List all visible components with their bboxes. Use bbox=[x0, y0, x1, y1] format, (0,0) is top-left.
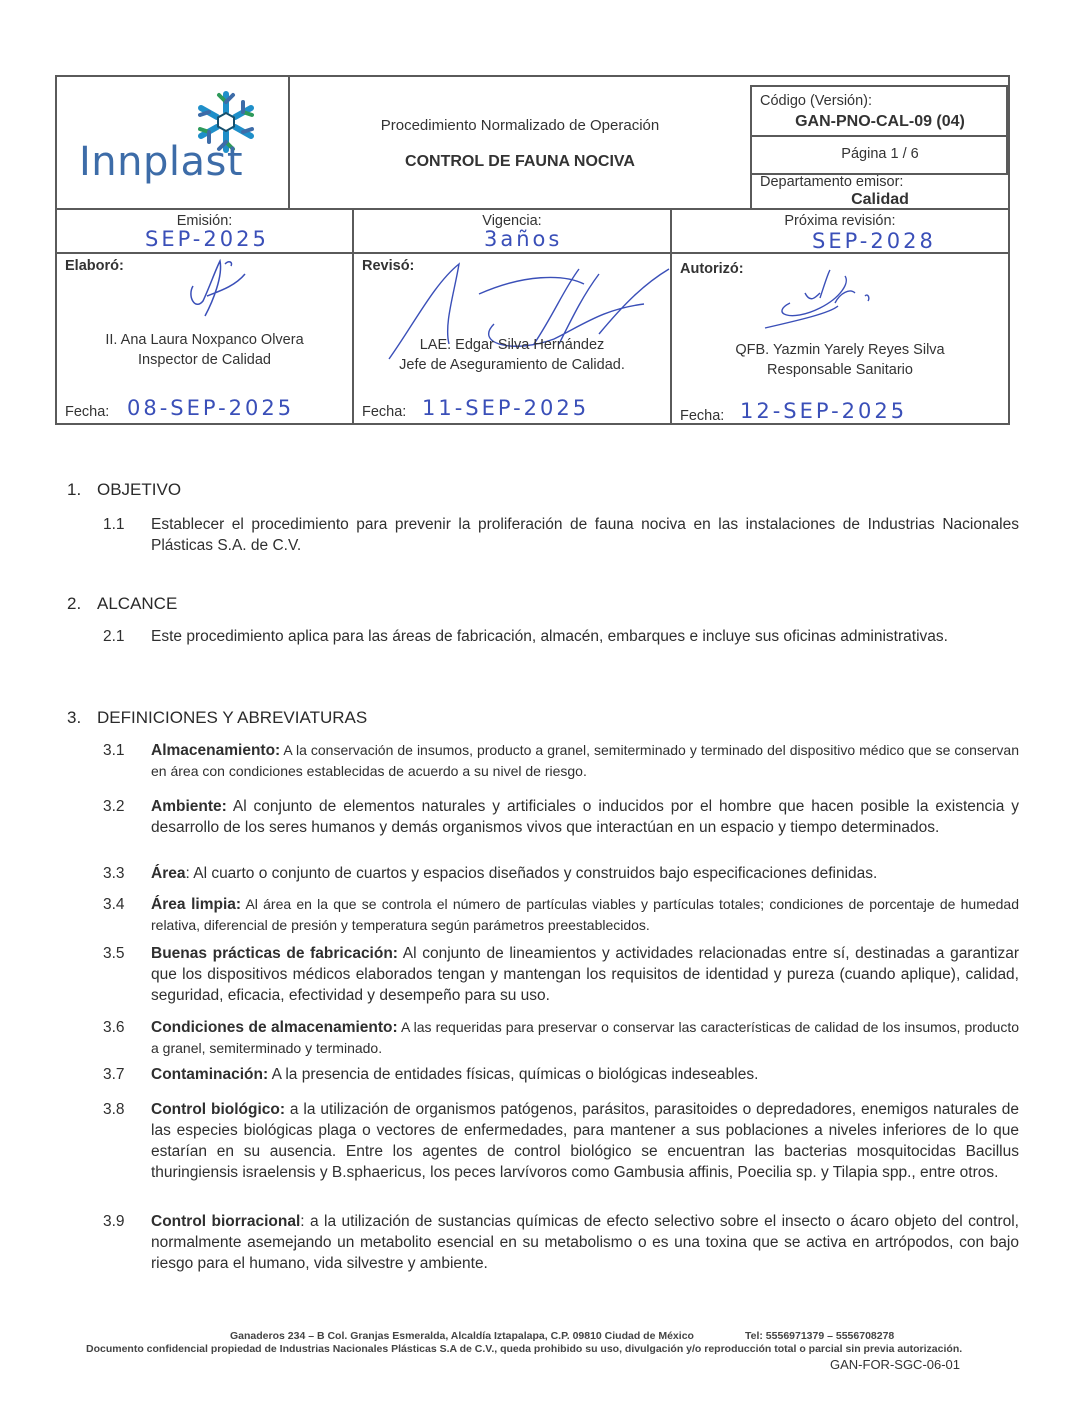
item-number: 3.9 bbox=[103, 1213, 125, 1230]
signature-elaboro bbox=[185, 256, 255, 321]
definition-term: Control biorracional bbox=[151, 1213, 301, 1230]
definition-text: : a la utilización de sustancias químicas de efecto selectivo sobre el insecto o ácaro objeto del control, normalmente asemejando un metabolito esencial en su metabolismo o es una toxina que se activa en artrópodos, con bajo riesgo para el humano, vida silvestre y ambiente. bbox=[151, 1213, 1019, 1272]
definition-item bbox=[103, 1064, 1019, 1085]
elaboro-fecha-label: Fecha: bbox=[65, 404, 110, 420]
item-number: 3.1 bbox=[103, 742, 125, 759]
definition-item bbox=[103, 1017, 1019, 1059]
definition-term: Condiciones de almacenamiento: bbox=[151, 1019, 398, 1036]
section-number: 1. bbox=[67, 480, 82, 499]
autorizo-label: Autorizó: bbox=[680, 261, 744, 277]
header-top-row bbox=[57, 77, 1008, 208]
definition-item bbox=[103, 894, 1019, 936]
definition-text: Al área en la que se controla el número de partículas viables y partículas totales; condiciones de porcentaje de humedad relativa, diferencial de presión y temperatura según parámetros preestablecidos. bbox=[151, 896, 1020, 933]
document-header bbox=[55, 75, 1010, 425]
page-row bbox=[752, 137, 1008, 175]
dept-label: Departamento emisor: bbox=[760, 174, 904, 190]
vigencia-cell bbox=[354, 210, 670, 254]
definition-item bbox=[103, 1211, 1019, 1274]
reviso-label: Revisó: bbox=[362, 258, 415, 274]
item-number: 3.5 bbox=[103, 945, 125, 962]
definition-term: Control biológico: bbox=[151, 1101, 286, 1118]
definition-item bbox=[103, 863, 1019, 884]
section-heading-alcance bbox=[67, 594, 177, 614]
item-number: 2.1 bbox=[103, 628, 125, 645]
reviso-column bbox=[354, 210, 672, 425]
footer-phone: Tel: 5556971379 – 5556708278 bbox=[745, 1330, 895, 1342]
section-number: 2. bbox=[67, 594, 82, 613]
definition-term: Contaminación: bbox=[151, 1066, 269, 1083]
item-number: 1.1 bbox=[103, 516, 125, 533]
autorizo-title: Responsable Sanitario bbox=[767, 362, 913, 378]
definition-text: A las requeridas para preservar o conservar las características de calidad de los insumos, producto a granel, semiterminado y terminado. bbox=[151, 1019, 1019, 1056]
definition-term: Almacenamiento: bbox=[151, 742, 281, 759]
section-title: OBJETIVO bbox=[97, 480, 182, 499]
vigencia-value: 3años bbox=[484, 227, 563, 251]
footer-confidential: Documento confidencial propiedad de Industrias Nacionales Plásticas S.A de C.V., queda prohibido su uso, divulgación y/o reproducción total o parcial sin previa autorización. bbox=[86, 1343, 963, 1355]
item-text: Este procedimiento aplica para las áreas de fabricación, almacén, embarques e incluye sus oficinas administrativas. bbox=[151, 628, 948, 645]
logo-cell bbox=[57, 77, 290, 208]
list-item bbox=[103, 626, 1019, 647]
item-number: 3.2 bbox=[103, 798, 125, 815]
code-row bbox=[752, 85, 1008, 137]
item-number: 3.6 bbox=[103, 1019, 125, 1036]
logo-wordmark: Innplast bbox=[79, 139, 244, 185]
approval-section bbox=[57, 208, 1008, 423]
definition-text: : Al cuarto o conjunto de cuartos y espacios diseñados y construidos bajo especificaciones definidas. bbox=[185, 865, 878, 882]
reviso-fecha-value: 11-SEP-2025 bbox=[422, 396, 590, 420]
autorizo-column bbox=[672, 210, 1008, 425]
document-title: CONTROL DE FAUNA NOCIVA bbox=[405, 153, 635, 170]
code-value: GAN-PNO-CAL-09 (04) bbox=[795, 113, 965, 130]
proxima-revision-value: SEP-2028 bbox=[812, 229, 936, 253]
elaboro-title: Inspector de Calidad bbox=[138, 352, 271, 368]
section-number: 3. bbox=[67, 708, 82, 727]
definition-text: a la utilización de organismos patógenos, parásitos, parasitoides o depredadores, enemigos naturales de las especies biológicas plaga o vectores de enfermedades, para mantener a sus poblaciones a niveles inferiores de lo que estarían en su ausencia. Entre los agentes de control biológico se encuentran las bacterias mosquitocidas Bacillus thuringiensis israelensis y B.sphaericus, los peces larvívoros como Gambusia affinis, Poecilia sp. y Tilapia spp., entre otros. bbox=[151, 1101, 1019, 1181]
reviso-name: LAE. Edgar Silva Hernández bbox=[419, 337, 605, 353]
definition-item bbox=[103, 943, 1019, 1006]
proxima-revision-label: Próxima revisión: bbox=[784, 213, 896, 229]
elaboro-name: II. Ana Laura Noxpanco Olvera bbox=[105, 332, 304, 348]
definition-term: Área limpia: bbox=[151, 896, 242, 913]
code-label: Código (Versión): bbox=[760, 93, 873, 109]
definition-item bbox=[103, 1099, 1019, 1183]
list-item bbox=[103, 514, 1019, 556]
reviso-title: Jefe de Aseguramiento de Calidad. bbox=[399, 357, 625, 373]
definition-text: Al conjunto de elementos naturales y artificiales o inducidos por el hombre que hacen posible la existencia y desarrollo de los seres humanos y demás organismos vivos que interactúan en un espacio y tiempo determinados. bbox=[151, 798, 1019, 836]
autorizo-fecha-value: 12-SEP-2025 bbox=[740, 399, 908, 423]
vigencia-label: Vigencia: bbox=[482, 213, 542, 229]
elaboro-fecha-value: 08-SEP-2025 bbox=[127, 396, 295, 420]
emision-value: SEP-2025 bbox=[145, 227, 269, 251]
footer-address: Ganaderos 234 – B Col. Granjas Esmeralda, Alcaldía Iztapalapa, C.P. 09810 Ciudad de México bbox=[230, 1330, 694, 1342]
elaboro-column bbox=[57, 210, 354, 425]
item-text: Establecer el procedimiento para prevenir la proliferación de fauna nociva en las instalaciones de Industrias Nacionales Plásticas S.A. de C.V. bbox=[151, 516, 1019, 554]
dept-row bbox=[752, 175, 1008, 208]
section-title: DEFINICIONES Y ABREVIATURAS bbox=[97, 708, 368, 727]
definition-item bbox=[103, 796, 1019, 838]
dept-value: Calidad bbox=[851, 191, 909, 208]
definition-term: Ambiente: bbox=[151, 798, 227, 815]
reviso-fecha-label: Fecha: bbox=[362, 404, 407, 420]
autorizo-name: QFB. Yazmin Yarely Reyes Silva bbox=[735, 342, 945, 358]
section-heading-definiciones bbox=[67, 708, 367, 728]
autorizo-fecha-label: Fecha: bbox=[680, 408, 725, 424]
section-heading-objetivo bbox=[67, 480, 181, 500]
title-cell bbox=[290, 77, 750, 208]
item-number: 3.7 bbox=[103, 1066, 125, 1083]
definition-item bbox=[103, 740, 1019, 782]
item-number: 3.8 bbox=[103, 1101, 125, 1118]
item-number: 3.3 bbox=[103, 865, 125, 882]
definition-term: Buenas prácticas de fabricación: bbox=[151, 945, 398, 962]
item-number: 3.4 bbox=[103, 896, 125, 913]
emision-label: Emisión: bbox=[176, 213, 233, 229]
definition-term: Área bbox=[151, 865, 186, 882]
document-type: Procedimiento Normalizado de Operación bbox=[380, 117, 660, 134]
section-title: ALCANCE bbox=[97, 594, 178, 613]
definition-text: A la conservación de insumos, producto a granel, semiterminado y terminado del dispositivo médico que se conservan en área con condiciones establecidas de acuerdo a su nivel de riesgo. bbox=[151, 742, 1019, 779]
emision-cell bbox=[57, 210, 352, 254]
meta-cell bbox=[750, 85, 1012, 208]
definition-text: A la presencia de entidades físicas, químicas o biológicas indeseables. bbox=[268, 1066, 759, 1083]
elaboro-label: Elaboró: bbox=[65, 258, 124, 274]
footer-form-code: GAN-FOR-SGC-06-01 bbox=[830, 1357, 961, 1372]
signature-autorizo bbox=[760, 268, 880, 338]
page-number: Página 1 / 6 bbox=[841, 146, 919, 162]
proxima-revision-cell bbox=[672, 210, 1008, 254]
definition-text: Al conjunto de lineamientos y actividades relacionadas entre sí, destinadas a garantizar que los dispositivos médicos elaborados tengan y mantengan los requisitos de identidad y pureza (cuando aplique), calidad, seguridad, eficacia, efectividad y desempeño para su uso. bbox=[151, 945, 1019, 1004]
